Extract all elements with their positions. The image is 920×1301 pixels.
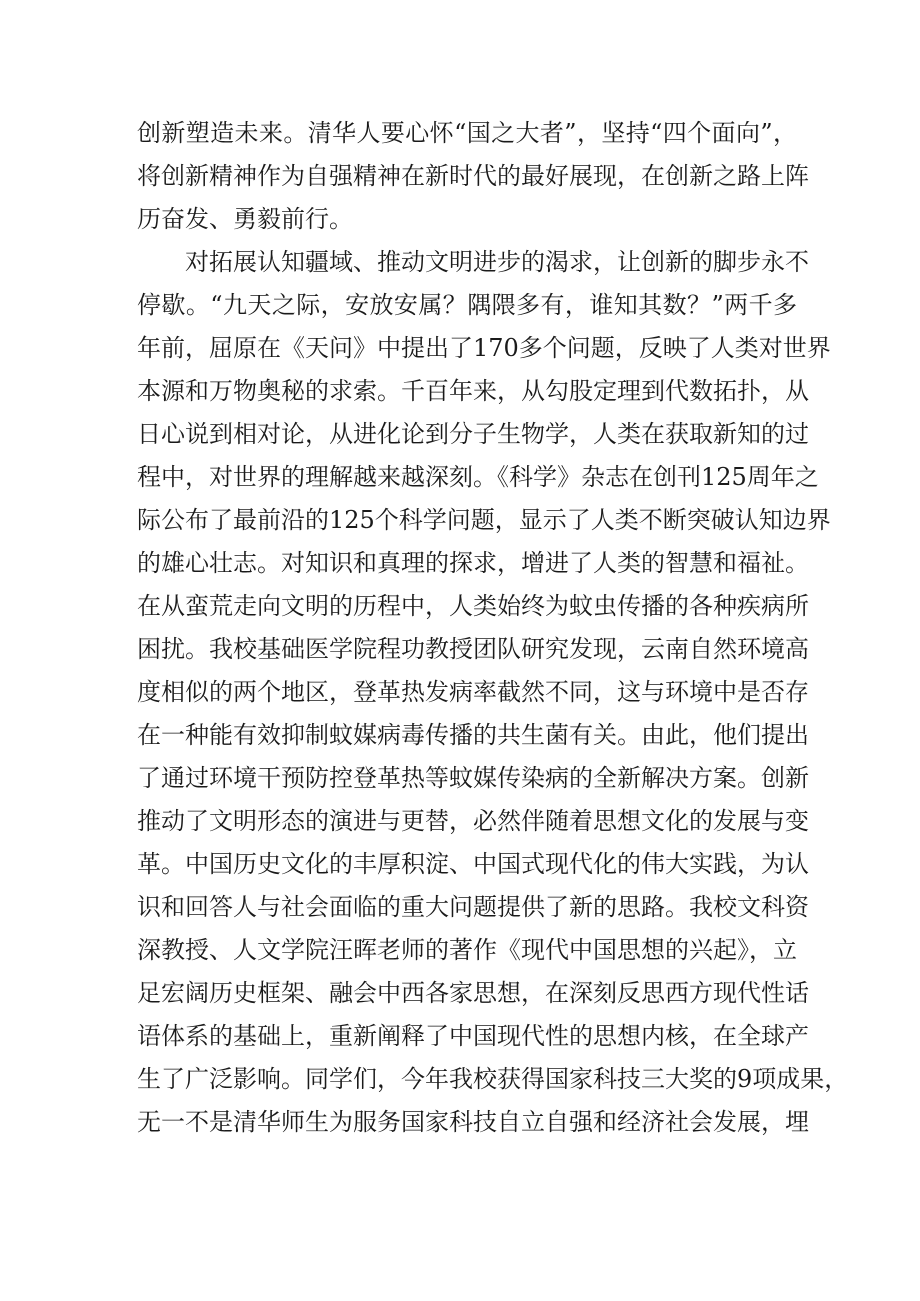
text-line: 推动了文明形态的演进与更替，必然伴随着思想文化的发展与变	[137, 807, 809, 835]
text-line: 历奋发、勇毅前行。	[137, 205, 353, 233]
text-line: 无一不是清华师生为服务国家科技自立自强和经济社会发展，埋	[137, 1108, 809, 1136]
text-line: 创新塑造未来。清华人要心怀“国之大者”，坚持“四个面向”，	[137, 119, 797, 147]
text-line: 本源和万物奥秘的求索。千百年来，从勾股定理到代数拓扑，从	[137, 377, 809, 405]
text-line: 深教授、人文学院汪晖老师的著作《现代中国思想的兴起》，立	[137, 936, 797, 964]
paragraph	[137, 241, 849, 1144]
text-line: 困扰。我校基础医学院程功教授团队研究发现，云南自然环境高	[137, 635, 809, 663]
text-line: 识和回答人与社会面临的重大问题提供了新的思路。我校文科资	[137, 893, 809, 921]
paragraph	[137, 112, 809, 241]
text-line: 际公布了最前沿的125个科学问题，显示了人类不断突破认知边界	[137, 506, 831, 534]
text-line: 语体系的基础上，重新阐释了中国现代性的思想内核，在全球产	[137, 1022, 809, 1050]
text-line: 革。中国历史文化的丰厚积淀、中国式现代化的伟大实践，为认	[137, 850, 809, 878]
text-line: 在从蛮荒走向文明的历程中，人类始终为蚊虫传播的各种疾病所	[137, 592, 809, 620]
text-line: 在一种能有效抑制蚊媒病毒传播的共生菌有关。由此，他们提出	[137, 721, 809, 749]
text-line: 日心说到相对论，从进化论到分子生物学，人类在获取新知的过	[137, 420, 809, 448]
text-line: 对拓展认知疆域、推动文明进步的渴求，让创新的脚步永不	[185, 248, 809, 276]
text-line: 了通过环境干预防控登革热等蚊媒传染病的全新解决方案。创新	[137, 764, 809, 792]
text-line: 停歇。“九天之际，安放安属？隅隈多有，谁知其数？”两千多	[137, 291, 797, 319]
text-line: 足宏阔历史框架、融会中西各家思想，在深刻反思西方现代性话	[137, 979, 809, 1007]
text-line: 程中，对世界的理解越来越深刻。《科学》杂志在创刊125周年之	[137, 463, 819, 491]
text-line: 的雄心壮志。对知识和真理的探求，增进了人类的智慧和福祉。	[137, 549, 809, 577]
text-line: 年前，屈原在《天问》中提出了170多个问题，反映了人类对世界	[137, 334, 831, 362]
text-line: 生了广泛影响。同学们，今年我校获得国家科技三大奖的9项成果，	[137, 1065, 849, 1093]
body-text	[137, 112, 849, 1144]
text-line: 度相似的两个地区，登革热发病率截然不同，这与环境中是否存	[137, 678, 809, 706]
text-line: 将创新精神作为自强精神在新时代的最好展现，在创新之路上阵	[137, 162, 809, 190]
